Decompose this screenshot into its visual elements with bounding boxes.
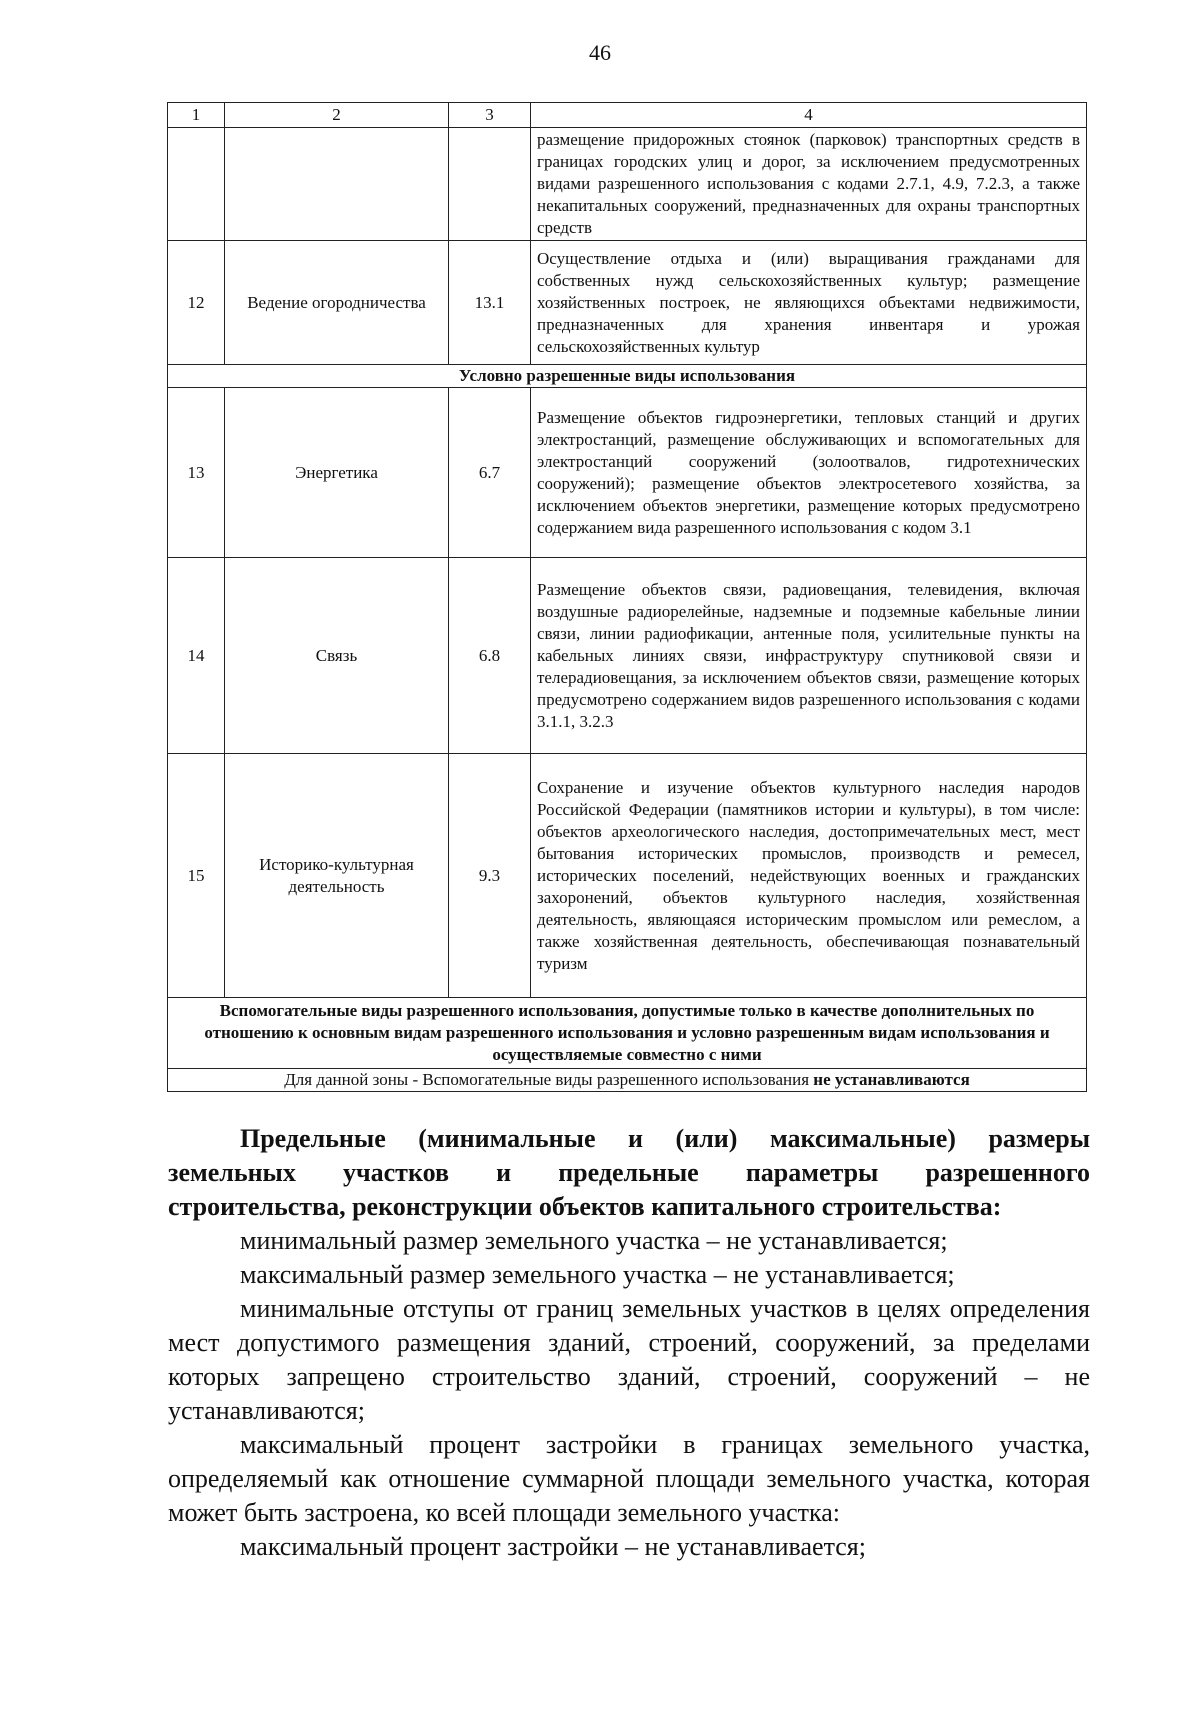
table-row-final — [168, 1069, 1087, 1092]
table-row — [168, 241, 1087, 365]
param-max-coverage: максимальный процент застройки – не устанавливается; — [240, 1532, 866, 1561]
param-max-plot-size: максимальный размер земельного участка – не устанавливается; — [240, 1260, 955, 1289]
table-row — [168, 558, 1087, 754]
row-number: 12 — [168, 241, 225, 365]
row-code: 13.1 — [449, 241, 531, 365]
row-code-empty — [449, 128, 531, 241]
row-code: 6.7 — [449, 388, 531, 558]
land-use-table — [167, 102, 1087, 1092]
row-description: Размещение объектов гидроэнергетики, тепловых станций и других электростанций, размещение обслуживающих и вспомогательных для электростанций сооружений (золоотвалов, гидротехнических сооружений); размещение объектов электросетевого хозяйства, за исключением объектов энергетики, размещение которых предусмотрено содержанием вида разрешенного использования с кодом 3.1 — [531, 388, 1087, 558]
final-note-bold: не устанавливаются — [813, 1070, 970, 1089]
table-header-row — [168, 103, 1087, 128]
row-code: 9.3 — [449, 754, 531, 998]
section-header-row — [168, 365, 1087, 388]
row-description: Размещение объектов связи, радиовещания, телевидения, включая воздушные радиорелейные, надземные и подземные кабельные линии связи, линии радиофикации, антенные поля, усилительные пункты на кабельных линиях связи, инфраструктуру спутниковой связи и телерадиовещания, за исключением объектов связи, размещение которых предусмотрено содержанием видов разрешенного использования с кодами 3.1.1, 3.2.3 — [531, 558, 1087, 754]
row-name: Энергетика — [225, 388, 449, 558]
page-number: 46 — [589, 40, 611, 65]
parameters-title-line-2: земельных участков и предельные параметры разрешенного — [168, 1158, 1090, 1187]
row-name: Ведение огородничества — [225, 241, 449, 365]
section-title-auxiliary: Вспомогательные виды разрешенного использования, допустимые только в качестве дополнительных по отношению к основным видам разрешенного использования и условно разрешенным видам использования и осуществляемые совместно с ними — [168, 998, 1087, 1069]
row-name: Историко-культурная деятельность — [225, 754, 449, 998]
header-col-4: 4 — [531, 103, 1087, 128]
param-min-setbacks: минимальные отступы от границ земельных участков в целях определения мест допустимого размещения зданий, строений, сооружений, за пределами которых запрещено строительство зданий, строений, сооружений – не устанавливаются; — [168, 1294, 1090, 1425]
row-name-empty — [225, 128, 449, 241]
row-number-empty — [168, 128, 225, 241]
final-note-prefix: Для данной зоны - Вспомогательные виды разрешенного использования — [284, 1070, 814, 1089]
row-number: 15 — [168, 754, 225, 998]
header-col-1: 1 — [168, 103, 225, 128]
row-name: Связь — [225, 558, 449, 754]
param-min-plot-size: минимальный размер земельного участка – не устанавливается; — [240, 1226, 948, 1255]
header-col-3: 3 — [449, 103, 531, 128]
header-col-2: 2 — [225, 103, 449, 128]
parameters-title-line-3: строительства, реконструкции объектов капитального строительства: — [168, 1192, 1002, 1221]
row-number: 13 — [168, 388, 225, 558]
parameters-section — [168, 1122, 1090, 1564]
row-number: 14 — [168, 558, 225, 754]
row-description: Сохранение и изучение объектов культурного наследия народов Российской Федерации (памятников истории и культуры), в том числе: объектов археологического наследия, достопримечательных мест, мест бытования исторических промыслов, производств и ремесел, исторических поселений, недействующих военных и гражданских захоронений, объектов культурного наследия, хозяйственная деятельность, являющаяся историческим промыслом или ремеслом, а также хозяйственная деятельность, обеспечивающая познавательный туризм — [531, 754, 1087, 998]
table-row — [168, 388, 1087, 558]
section-header-row — [168, 998, 1087, 1069]
row-code: 6.8 — [449, 558, 531, 754]
table-row — [168, 128, 1087, 241]
row-description: Осуществление отдыха и (или) выращивания гражданами для собственных нужд сельскохозяйственных культур; размещение хозяйственных построек, не являющихся объектами недвижимости, предназначенных для хранения инвентаря и урожая сельскохозяйственных культур — [531, 241, 1087, 365]
parameters-title — [168, 1122, 1090, 1224]
table-row — [168, 754, 1087, 998]
param-max-coverage-definition: максимальный процент застройки в границах земельного участка, определяемый как отношение суммарной площади земельного участка, которая может быть застроена, ко всей площади земельного участка: — [168, 1430, 1090, 1527]
final-note — [168, 1069, 1087, 1092]
section-title-conditional: Условно разрешенные виды использования — [168, 365, 1087, 388]
row-description: размещение придорожных стоянок (парковок) транспортных средств в границах городских улиц и дорог, за исключением предусмотренных видами разрешенного использования с кодами 2.7.1, 4.9, 7.2.3, а также некапитальных сооружений, предназначенных для охраны транспортных средств — [531, 128, 1087, 241]
parameters-title-line-1: Предельные (минимальные и (или) максимальные) размеры — [240, 1124, 1090, 1153]
